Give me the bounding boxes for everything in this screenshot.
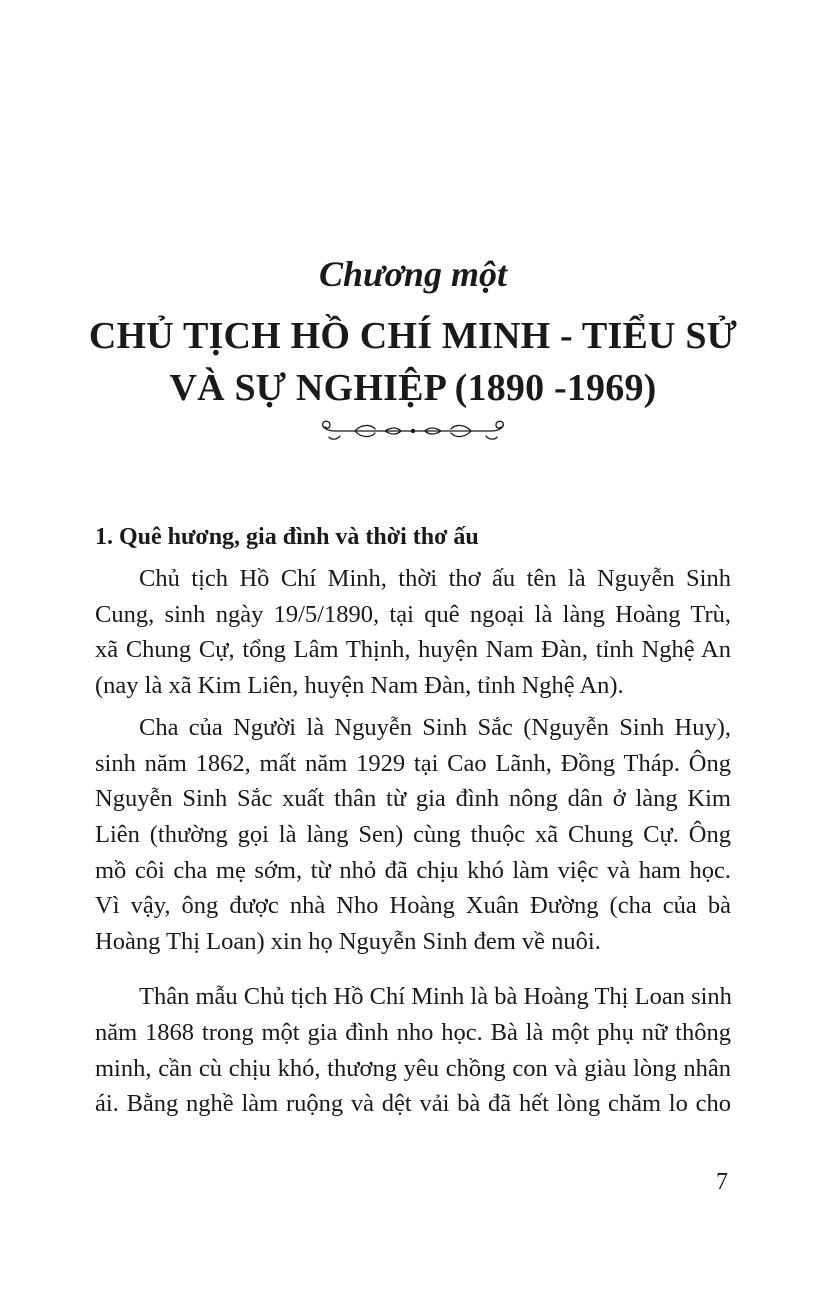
paragraph-line: Chủ tịch Hồ Chí Minh, thời thơ ấu tên là Nguyễn Sinh [139, 565, 731, 592]
paragraph-line: xã Chung Cự, tổng Lâm Thịnh, huyện Nam Đàn, tỉnh Nghệ An [95, 636, 731, 663]
paragraph-line: Thân mẫu Chủ tịch Hồ Chí Minh là bà Hoàng Thị Loan sinh [139, 983, 732, 1010]
decorative-flourish-divider [315, 418, 511, 444]
chapter-label: Chương một [319, 254, 507, 294]
chapter-title-line: VÀ SỰ NGHIỆP (1890 -1969) [169, 367, 657, 409]
paragraph-line: sinh năm 1862, mất năm 1929 tại Cao Lãnh, Đồng Tháp. Ông [95, 750, 731, 777]
paragraph-line: ái. Bằng nghề làm ruộng và dệt vải bà đã hết lòng chăm lo cho [95, 1090, 731, 1117]
chapter-title-line: CHỦ TỊCH HỒ CHÍ MINH - TIỂU SỬ [88, 315, 738, 357]
page-number: 7 [716, 1169, 728, 1195]
paragraph-line: năm 1868 trong một gia đình nho học. Bà là một phụ nữ thông [95, 1019, 731, 1046]
paragraph-line: minh, cần cù chịu khó, thương yêu chồng con và giàu lòng nhân [95, 1055, 731, 1082]
paragraph-line: (nay là xã Kim Liên, huyện Nam Đàn, tỉnh Nghệ An). [95, 672, 624, 699]
paragraph-line: Hoàng Thị Loan) xin họ Nguyễn Sinh đem về nuôi. [95, 928, 601, 955]
paragraph-line: mồ côi cha mẹ sớm, từ nhỏ đã chịu khó làm việc và ham học. [95, 857, 731, 884]
paragraph-line: Vì vậy, ông được nhà Nho Hoàng Xuân Đường (cha của bà [95, 892, 731, 919]
paragraph-line: Cung, sinh ngày 19/5/1890, tại quê ngoại là làng Hoàng Trù, [95, 601, 731, 628]
paragraph-line: Nguyễn Sinh Sắc xuất thân từ gia đình nông dân ở làng Kim [95, 785, 731, 812]
paragraph-line: Liên (thường gọi là làng Sen) cùng thuộc xã Chung Cự. Ông [95, 821, 731, 848]
paragraph-line: Cha của Người là Nguyễn Sinh Sắc (Nguyễn Sinh Huy), [139, 714, 731, 741]
section-heading: 1. Quê hương, gia đình và thời thơ ấu [95, 524, 479, 550]
chapter-title [60, 310, 766, 414]
